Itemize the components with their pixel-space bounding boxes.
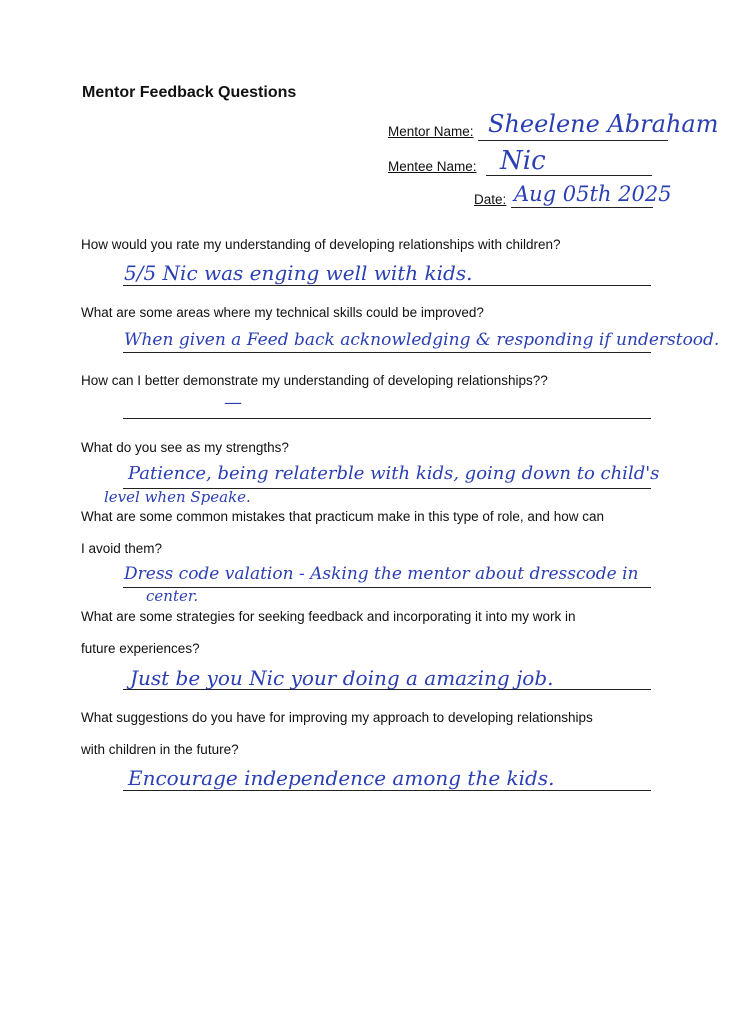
mentor-name-label: Mentor Name: [388, 124, 474, 139]
date-line [511, 207, 653, 208]
question-3: How can I better demonstrate my understanding of developing relationships?? [81, 373, 548, 388]
question-1: How would you rate my understanding of developing relationships with children? [81, 237, 561, 252]
answer-4-continued: level when Speake. [104, 488, 251, 506]
mentor-name-line [478, 140, 668, 141]
answer-2: When given a Feed back acknowledging & responding if understood. [124, 330, 720, 350]
answer-7-line [123, 790, 651, 791]
question-4: What do you see as my strengths? [81, 440, 289, 455]
question-6-continued: future experiences? [81, 641, 200, 656]
answer-6: Just be you Nic your doing a amazing job. [130, 666, 554, 690]
answer-4: Patience, being relaterble with kids, going down to child's [128, 463, 660, 484]
answer-5: Dress code valation - Asking the mentor about dresscode in [124, 564, 639, 584]
form-title: Mentor Feedback Questions [82, 84, 297, 101]
mentee-name-label: Mentee Name: [388, 159, 477, 174]
mentee-name-value: Nic [500, 146, 546, 176]
answer-1: 5/5 Nic was enging well with kids. [124, 261, 473, 285]
date-value: Aug 05th 2025 [514, 182, 672, 206]
answer-1-line [123, 285, 651, 286]
answer-3: — [224, 392, 242, 413]
answer-5-continued: center. [146, 587, 199, 605]
question-7: What suggestions do you have for improving my approach to developing relationships [81, 710, 593, 725]
question-2: What are some areas where my technical skills could be improved? [81, 305, 484, 320]
answer-2-line [123, 352, 651, 353]
answer-6-line [123, 689, 651, 690]
date-label: Date: [474, 192, 507, 207]
question-6: What are some strategies for seeking feedback and incorporating it into my work in [81, 609, 576, 624]
question-5: What are some common mistakes that practicum make in this type of role, and how can [81, 509, 604, 524]
question-5-continued: I avoid them? [81, 541, 163, 556]
question-7-continued: with children in the future? [81, 742, 239, 757]
answer-3-line [123, 418, 651, 419]
answer-7: Encourage independence among the kids. [128, 766, 555, 790]
mentor-name-value: Sheelene Abraham [488, 110, 719, 138]
answer-5-line [123, 587, 651, 588]
